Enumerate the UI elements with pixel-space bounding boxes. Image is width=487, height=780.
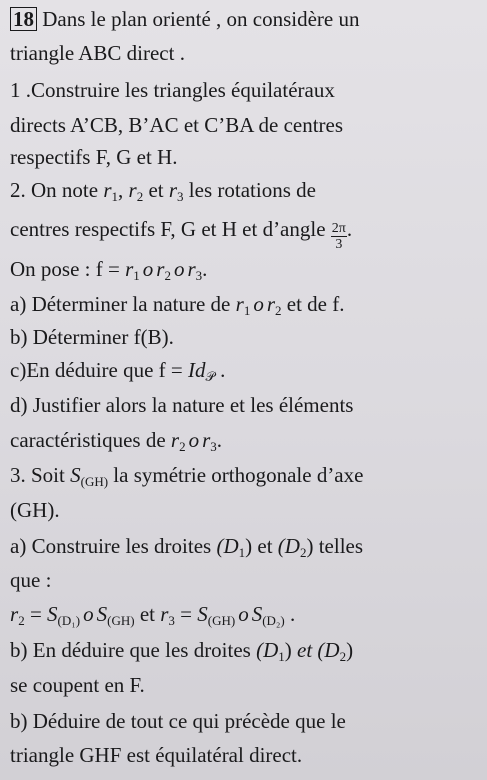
question-2a: a) Déterminer la nature de $r_1$ o $r_2$ et de f. <box>10 292 345 318</box>
exercise-intro-line-2: triangle ABC direct . <box>10 41 185 65</box>
exercise-number: 18 <box>10 7 37 31</box>
question-1-line-1: 1 .Construire les triangles équilatéraux <box>10 78 335 102</box>
question-3a-equations: $r_2 = S_{(D_1)}$ o $S_{(GH)}$ et $r_3 = S_{(GH)}$ o $S_{(D_2)}$ . <box>10 602 296 628</box>
question-3c-line-1: b) Déduire de tout ce qui précède que le <box>10 709 346 733</box>
question-3b-line-1: b) En déduire que les droites $(D_1)$ et $(D_2)$ <box>10 638 354 664</box>
question-2b: b) Déterminer f(B). <box>10 325 174 349</box>
question-3c-line-2: triangle GHF est équilatéral direct. <box>10 743 303 767</box>
question-3-line-1: 3. Soit $S_{(GH)}$ la symétrie orthogonale d’axe <box>10 463 364 489</box>
question-2d-line-2: caractéristiques de $r_2$ o $r_3$. <box>10 428 223 454</box>
question-2-line-2: centres respectifs F, G et H et d’angle $\frac{2\pi}{3}$ . <box>10 217 353 252</box>
question-1-line-2: directs A’CB, B’AC et C’BA de centres <box>10 113 344 137</box>
question-2-line-1: 2. On note $r_1$, $r_2$ et $r_3$ les rotations de <box>10 178 316 204</box>
question-3a-line-1: a) Construire les droites $(D_1)$ et $(D_2)$ telles <box>10 534 364 560</box>
question-2c: c)En déduire que $f = Id_𝒫$ . <box>10 358 226 384</box>
question-3-line-2: (GH). <box>10 498 60 522</box>
definition-f: On pose : $f = r_1$ o $r_2$ o $r_3$. <box>10 257 208 283</box>
question-1-line-3: respectifs F, G et H. <box>10 145 178 169</box>
exercise-intro-line-1: 18 Dans le plan orienté , on considère un <box>10 6 360 32</box>
question-3b-line-2: se coupent en F. <box>10 673 145 697</box>
question-2d-line-1: d) Justifier alors la nature et les éléments <box>10 393 354 417</box>
angle-fraction: $\frac{2\pi}{3}$ <box>331 221 346 252</box>
question-3a-line-2: que : <box>10 568 52 592</box>
